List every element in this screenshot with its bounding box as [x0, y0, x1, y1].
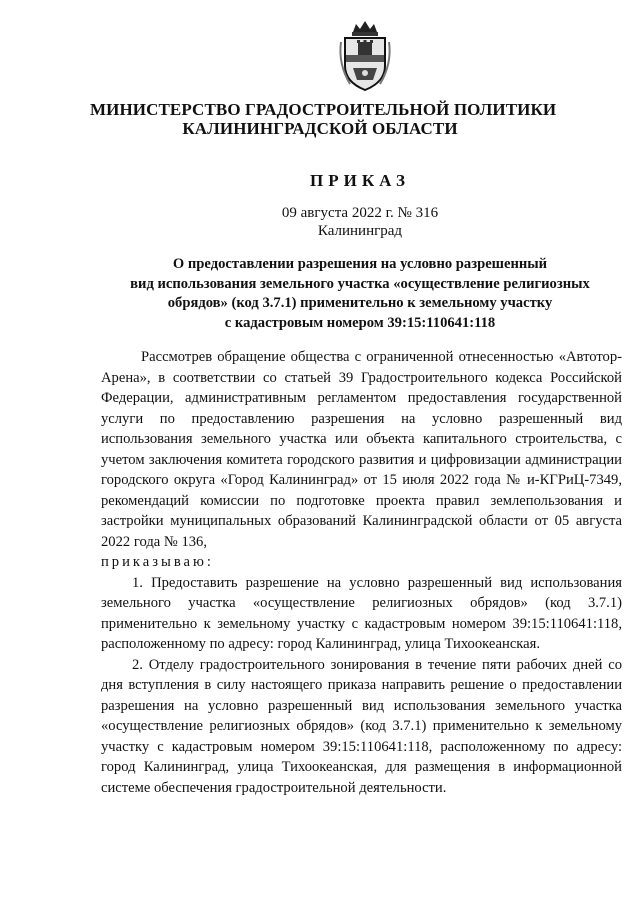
- subject-line: с кадастровым номером 39:15:110641:118: [224, 314, 496, 331]
- order-item-1: 1. Предоставить разрешение на условно разрешенный вид использования земельного участка «осуществление религиозных обрядов» (код 3.7.1) применительно к земельному участку с кадастровым номером 39:15:110641:118, расположенному по адресу: город Калининград, улица Тихоокеанская.: [101, 574, 622, 652]
- subject-line: О предоставлении разрешения на условно разрешенный: [172, 256, 548, 272]
- order-date-number: 09 августа 2022 г. № 316: [281, 205, 439, 221]
- order-body: [101, 347, 622, 798]
- order-city: Калининград: [317, 223, 403, 239]
- ministry-heading: [90, 100, 557, 138]
- subject-line: вид использования земельного участка «осуществление религиозных: [130, 275, 590, 292]
- subject-line: обрядов» (код 3.7.1) применительно к земельному участку: [167, 295, 553, 311]
- ministry-name-line1: МИНИСТЕРСТВО ГРАДОСТРОИТЕЛЬНОЙ ПОЛИТИКИ: [90, 100, 557, 119]
- order-word: приказываю:: [101, 554, 214, 570]
- ministry-name-line2: КАЛИНИНГРАДСКОЙ ОБЛАСТИ: [182, 119, 458, 138]
- order-subject: [100, 255, 620, 333]
- kaliningrad-coat-of-arms-icon: [336, 18, 394, 94]
- document-type-title: ПРИКАЗ: [310, 171, 410, 190]
- order-item-2: 2. Отделу градостроительного зонирования в течение пяти рабочих дней со дня вступления в силу настоящего приказа направить решение о предоставлении разрешения на условно разрешенный вид использования земельного участка «осуществление религиозных обрядов» (код 3.7.1) применительно к земельному участку с кадастровым номером 39:15:110641:118, расположенному по адресу: город Калининград, улица Тихоокеанская, для размещения в информационной системе обеспечения градостроительной деятельности.: [101, 656, 622, 796]
- preamble-paragraph: Рассмотрев обращение общества с ограниченной отнесенностью «Автотор-Арена», в соответствии со статьей 39 Градостроительного кодекса Российской Федерации, административным регламентом предоставления государственной услуги по предоставлению разрешения на условно разрешенный вид использования земельного участка или объекта капитального строительства, с учетом заключения комитета городского развития и цифровизации администрации городского округа «Город Калининград» от 15 июля 2022 года № и-КГРиЦ-7349, рекомендаций комиссии по подготовке проекта правил землепользования и застройки муниципальных образований Калининградской области от 05 августа 2022 года № 136,: [101, 349, 622, 550]
